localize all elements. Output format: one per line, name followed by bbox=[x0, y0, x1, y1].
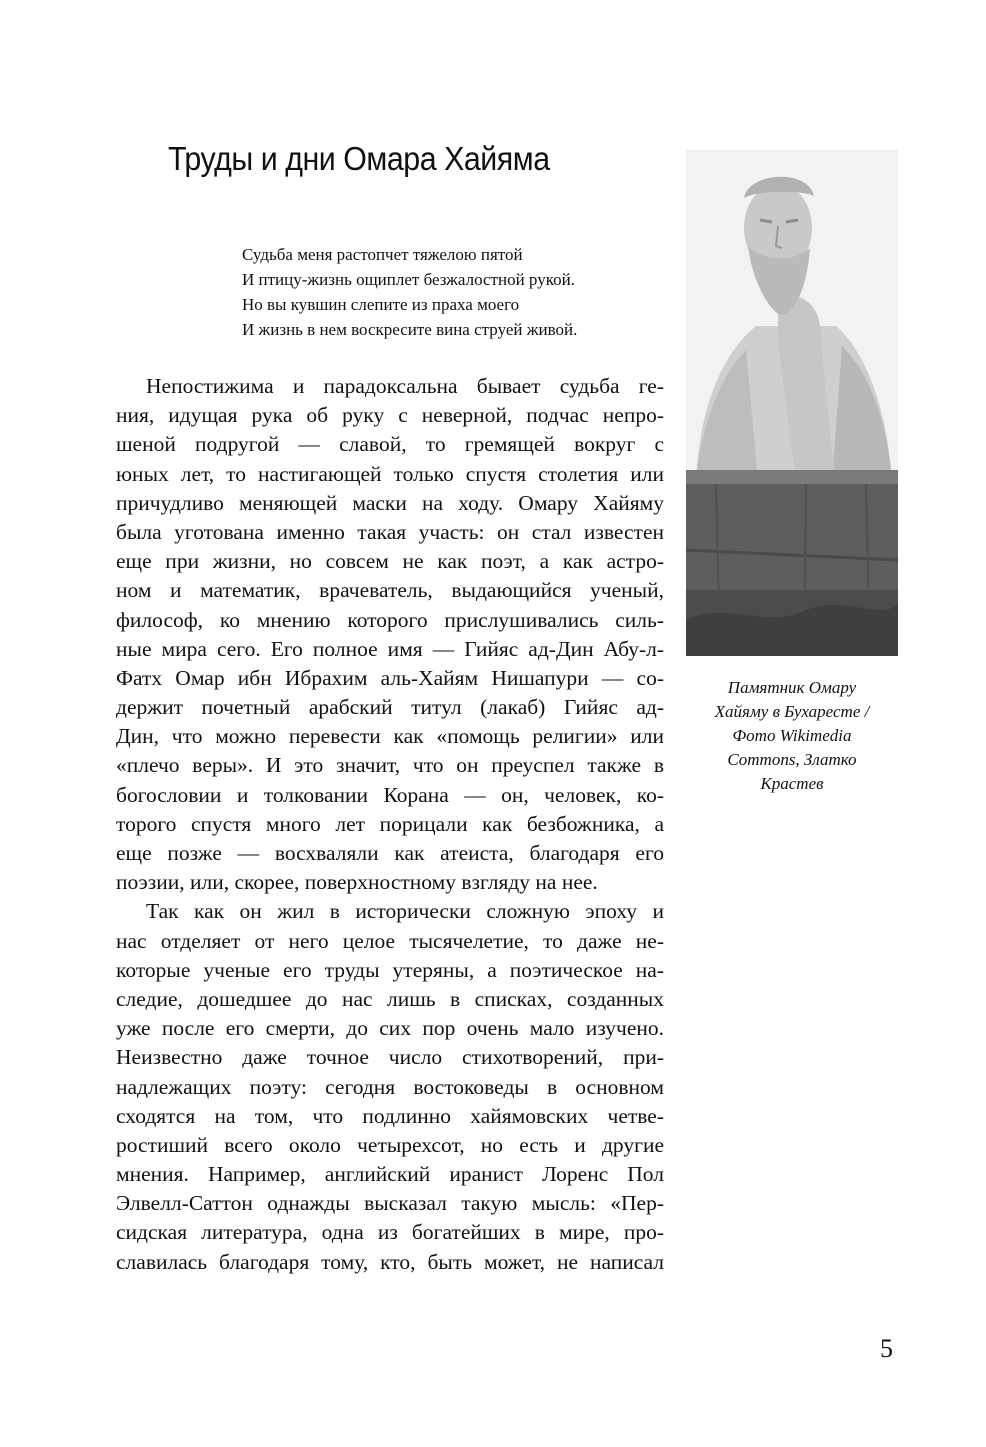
text-line: Фатх Омар ибн Ибрахим аль-Хайям Нишапури — со- bbox=[116, 665, 664, 690]
epigraph-line: Но вы кувшин слепите из праха моего bbox=[242, 295, 520, 314]
text-line: держит почетный арабский титул (лакаб) Гийяс ад- bbox=[116, 695, 664, 720]
caption-line: Крастев bbox=[760, 774, 824, 793]
text-line: следие, дошедшее до нас лишь в списках, созданных bbox=[116, 986, 664, 1011]
text-line: сидская литература, одна из богатейших в мире, про- bbox=[116, 1220, 664, 1245]
text-line: шеной подругой — славой, то гремящей вокруг с bbox=[116, 432, 664, 457]
text-line: была уготована именно такая участь: он стал известен bbox=[116, 519, 664, 544]
text-line: ния, идущая рука об руку с неверной, подчас непро- bbox=[116, 403, 664, 428]
text-line: Элвелл-Саттон однажды высказал такую мысль: «Пер- bbox=[116, 1191, 664, 1216]
text-line: надлежащих поэту: сегодня востоковеды в основном bbox=[116, 1074, 664, 1099]
text-line: Дин, что можно перевести как «помощь религии» или bbox=[116, 724, 664, 749]
photo-caption bbox=[694, 676, 890, 796]
text-line: ном и математик, врачеватель, выдающийся ученый, bbox=[116, 578, 664, 603]
caption-line: Фото Wikimedia bbox=[732, 726, 852, 745]
text-line: уже после его смерти, до сих пор очень мало изучено. bbox=[116, 1016, 664, 1041]
caption-line: Хайяму в Бухаресте / bbox=[714, 702, 870, 721]
text-line: «плечо веры». И это значит, что он преуспел также в bbox=[116, 753, 664, 778]
epigraph-line: И птицу-жизнь ощиплет безжалостной рукой. bbox=[242, 270, 575, 289]
caption-line: Памятник Омару bbox=[727, 678, 857, 697]
text-line: еще при жизни, но совсем не как поэт, а как астро- bbox=[116, 549, 664, 574]
epigraph-line: Судьба меня растопчет тяжелою пятой bbox=[242, 245, 523, 264]
text-line: нас отделяет от него целое тысячелетие, то даже не- bbox=[116, 928, 664, 953]
text-line: Неизвестно даже точное число стихотворений, при- bbox=[116, 1045, 664, 1070]
chapter-title: Труды и дни Омара Хайяма bbox=[168, 140, 550, 177]
text-line: Так как он жил в исторически сложную эпоху и bbox=[146, 899, 664, 924]
text-line: еще позже — восхваляли как атеиста, благодаря его bbox=[116, 841, 664, 865]
text-line: славилась благодаря тому, кто, быть может, не написал bbox=[116, 1249, 664, 1274]
text-line: мнения. Например, английский иранист Лоренс Пол bbox=[116, 1162, 664, 1187]
epigraph bbox=[242, 242, 672, 342]
text-line: богословии и толковании Корана — он, человек, ко- bbox=[116, 782, 664, 807]
caption-line: Commons, Златко bbox=[727, 750, 857, 769]
statue-illustration bbox=[686, 150, 898, 656]
body-text bbox=[116, 372, 664, 1277]
epigraph-line: И жизнь в нем воскресите вина струей живой. bbox=[242, 320, 578, 339]
text-line: юных лет, то настигающей только спустя столетия или bbox=[116, 461, 664, 486]
text-line: философ, ко мнению которого прислушивались силь- bbox=[116, 607, 664, 632]
monument-photo bbox=[686, 150, 898, 656]
page-number: 5 bbox=[880, 1334, 893, 1363]
text-line: которые ученые его труды утеряны, а поэтическое на- bbox=[116, 957, 664, 982]
text-line: Непостижима и парадоксальна бывает судьба ге- bbox=[146, 374, 664, 398]
text-line: поэзии, или, скорее, поверхностному взгляду на нее. bbox=[116, 870, 598, 895]
text-line: торого спустя много лет порицали как безбожника, а bbox=[116, 811, 664, 836]
text-line: сходятся на том, что подлинно хайямовских четве- bbox=[116, 1103, 664, 1128]
text-line: ростиший всего около четырехсот, но есть и другие bbox=[116, 1132, 664, 1157]
text-line: причудливо меняющей маски на ходу. Омару Хайяму bbox=[116, 490, 664, 515]
text-line: ные мира сего. Его полное имя — Гийяс ад-Дин Абу-л- bbox=[116, 636, 664, 661]
